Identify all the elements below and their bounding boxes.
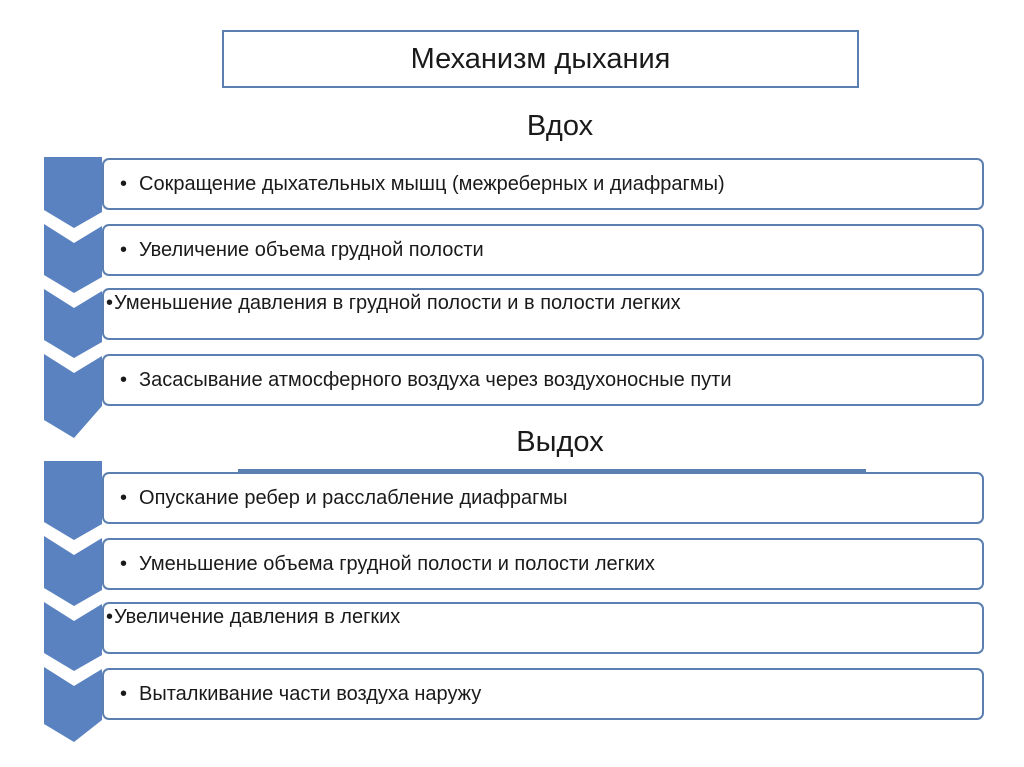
- inhale-step-2-text: Увеличение объема грудной полости: [139, 238, 484, 261]
- section-heading-inhale: Вдох: [526, 110, 594, 142]
- inhale-step-3-text: Уменьшение давления в грудной полости и в полости легких: [114, 292, 681, 314]
- chevron-exhale-1: [44, 461, 102, 540]
- chevron-exhale-3: [44, 602, 102, 671]
- bullet-icon: •: [120, 552, 128, 575]
- bullet-icon: •: [120, 368, 128, 391]
- bullet-icon: •: [106, 292, 114, 314]
- bullet-icon: •: [106, 606, 114, 628]
- exhale-step-2: [102, 538, 984, 590]
- exhale-step-2-text: Уменьшение объема грудной полости и полости легких: [139, 552, 655, 575]
- inhale-step-4: [102, 354, 984, 406]
- chevron-inhale-2: [44, 224, 102, 293]
- diagram-title: Механизм дыхания: [222, 30, 859, 88]
- section-heading-exhale: Выдох: [516, 426, 604, 458]
- chevron-inhale-3: [44, 289, 102, 358]
- bullet-icon: •: [120, 486, 128, 509]
- bullet-icon: •: [120, 238, 128, 261]
- inhale-step-2: [102, 224, 984, 276]
- inhale-step-1-text: Сокращение дыхательных мышц (межреберных и диафрагмы): [139, 172, 725, 195]
- chevron-inhale-1: [44, 157, 102, 228]
- chevron-exhale-2: [44, 536, 102, 606]
- exhale-step-1-text: Опускание ребер и расслабление диафрагмы: [139, 486, 568, 509]
- bullet-icon: •: [120, 682, 128, 705]
- exhale-step-3-text: Увеличение давления в легких: [114, 606, 401, 628]
- exhale-step-4-text: Выталкивание части воздуха наружу: [139, 682, 482, 705]
- exhale-step-4: [102, 668, 984, 720]
- chevron-exhale-4: [44, 667, 102, 742]
- exhale-step-3: [102, 602, 984, 654]
- inhale-step-1: [102, 158, 984, 210]
- inhale-step-3: [102, 288, 984, 340]
- inhale-step-4-text: Засасывание атмосферного воздуха через воздухоносные пути: [139, 368, 732, 391]
- exhale-step-1: [102, 472, 984, 524]
- bullet-icon: •: [120, 172, 128, 195]
